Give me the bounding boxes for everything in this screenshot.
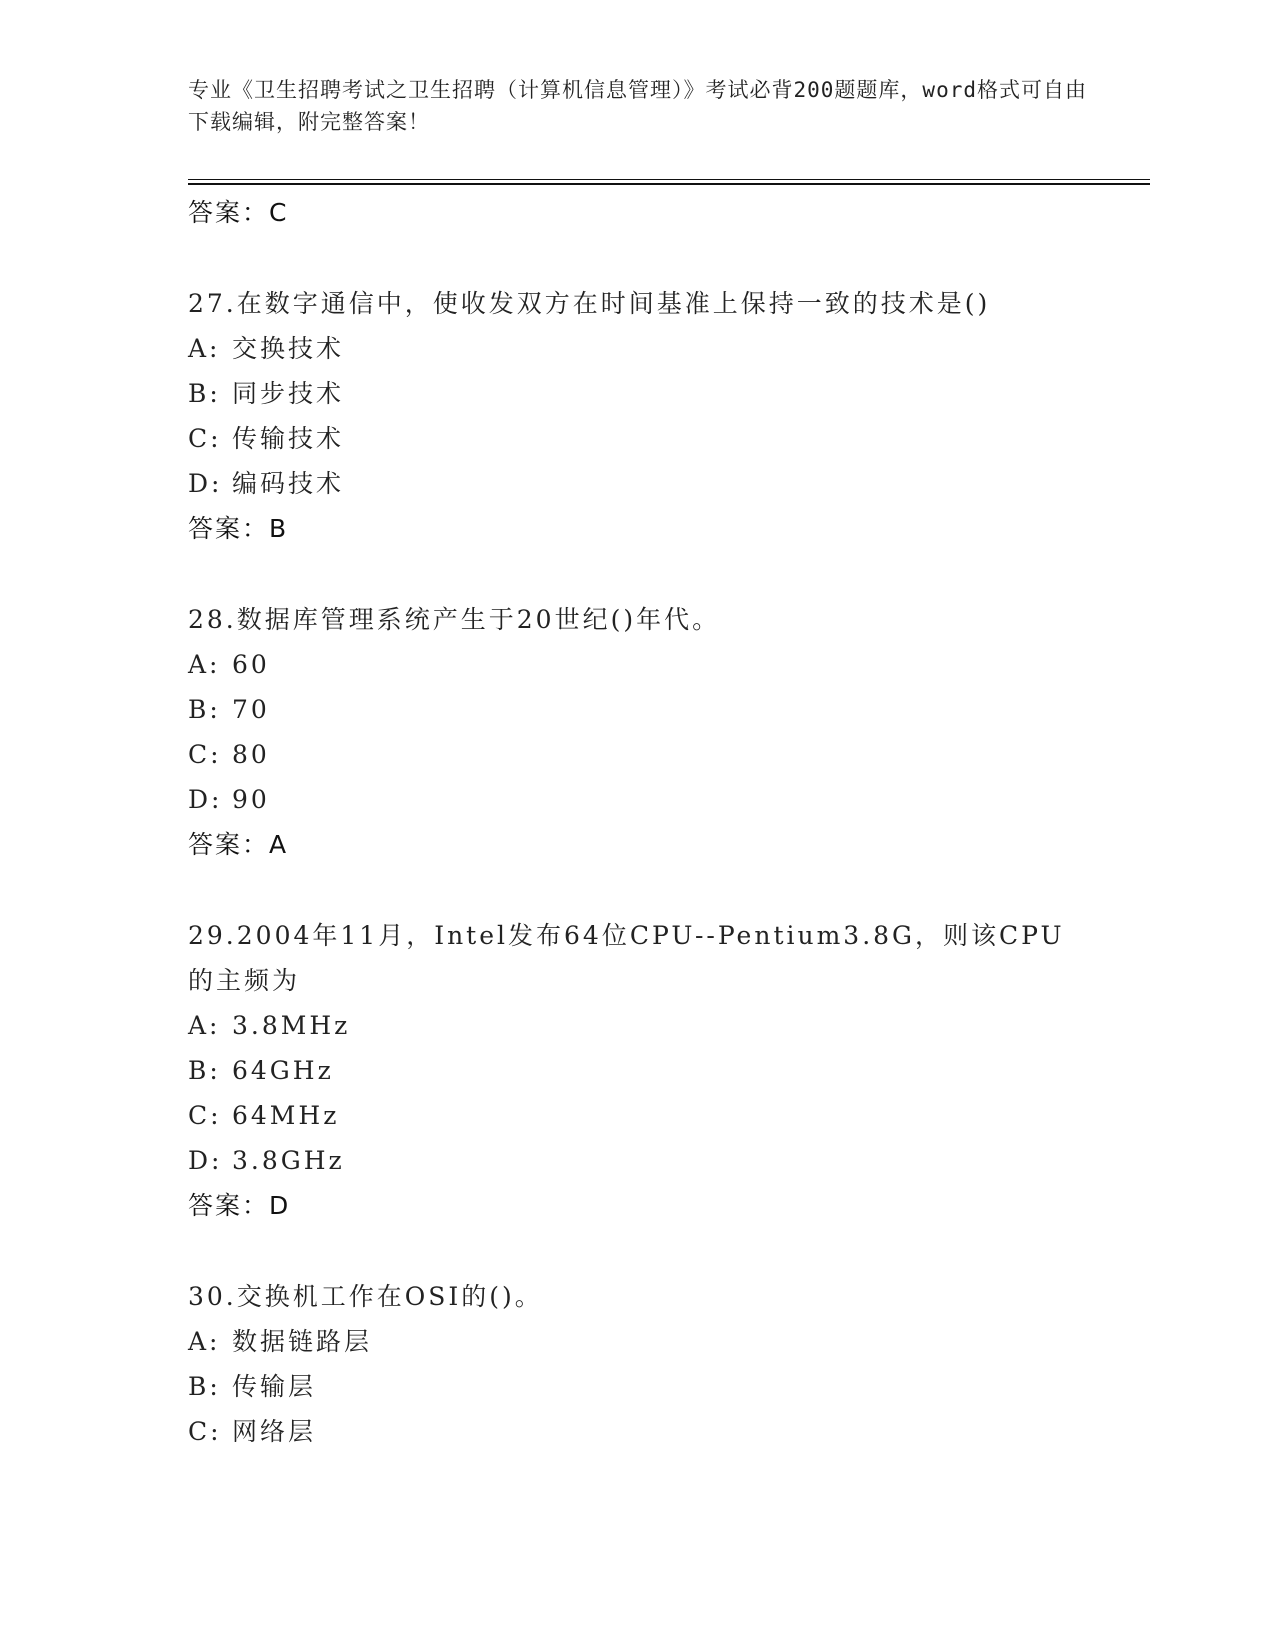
option-text: 编码技术: [232, 469, 345, 498]
answer-line: 答案：D: [188, 1191, 291, 1220]
option-text: 64GHz: [232, 1056, 334, 1085]
option-item: [188, 1003, 1088, 1048]
question-block: [188, 913, 1088, 1228]
option-letter: B:: [188, 379, 221, 408]
option-item: [188, 642, 1088, 687]
option-letter: B:: [188, 1056, 221, 1085]
question-text: 27.在数字通信中，使收发双方在时间基准上保持一致的技术是(): [188, 289, 991, 318]
option-item: [188, 371, 1088, 416]
option-item: [188, 326, 1088, 371]
option-item: [188, 777, 1088, 822]
option-text: 数据链路层: [232, 1327, 373, 1356]
option-letter: D:: [188, 1146, 223, 1175]
option-letter: A:: [188, 334, 221, 363]
option-letter: D:: [188, 785, 223, 814]
answer-line: 答案：A: [188, 830, 289, 859]
option-item: [188, 1138, 1088, 1183]
option-text: 交换技术: [232, 334, 345, 363]
option-text: 64MHz: [232, 1101, 340, 1130]
option-text: 3.8GHz: [232, 1146, 345, 1175]
option-item: [188, 1093, 1088, 1138]
option-item: [188, 1048, 1088, 1093]
option-text: 网络层: [232, 1417, 317, 1446]
option-text: 传输层: [232, 1372, 317, 1401]
option-text: 同步技术: [232, 379, 345, 408]
question-text: 29.2004年11月，Intel发布64位CPU--Pentium3.8G，则该CPU的主频为: [188, 921, 1065, 995]
option-letter: D:: [188, 469, 223, 498]
option-text: 传输技术: [232, 424, 345, 453]
header-divider-thin: [188, 179, 1150, 180]
answer-line: 答案：C: [188, 198, 289, 227]
question-block: [188, 281, 1088, 551]
option-letter: B:: [188, 695, 221, 724]
option-item: [188, 1364, 1088, 1409]
answer-line: 答案：B: [188, 514, 289, 543]
header-divider-thick: [188, 183, 1150, 185]
option-letter: A:: [188, 1011, 221, 1040]
option-item: [188, 416, 1088, 461]
option-item: [188, 461, 1088, 506]
option-letter: B:: [188, 1372, 221, 1401]
question-list: [188, 190, 1088, 1454]
option-text: 3.8MHz: [232, 1011, 351, 1040]
option-item: [188, 1319, 1088, 1364]
option-letter: A:: [188, 650, 221, 679]
question-block: [188, 1274, 1088, 1454]
option-item: [188, 732, 1088, 777]
option-letter: A:: [188, 1327, 221, 1356]
option-letter: C:: [188, 1101, 222, 1130]
option-text: 60: [232, 650, 270, 679]
question-block: [188, 597, 1088, 867]
question-text: 28.数据库管理系统产生于20世纪()年代。: [188, 605, 721, 634]
option-letter: C:: [188, 1417, 222, 1446]
question-text: 30.交换机工作在OSI的()。: [188, 1282, 543, 1311]
option-text: 90: [232, 785, 270, 814]
option-letter: C:: [188, 424, 222, 453]
option-item: [188, 1409, 1088, 1454]
document-header: 专业《卫生招聘考试之卫生招聘（计算机信息管理）》考试必背200题题库，word格式可自由下载编辑，附完整答案！: [188, 78, 1087, 134]
option-letter: C:: [188, 740, 222, 769]
option-item: [188, 687, 1088, 732]
option-text: 70: [232, 695, 270, 724]
option-text: 80: [232, 740, 270, 769]
